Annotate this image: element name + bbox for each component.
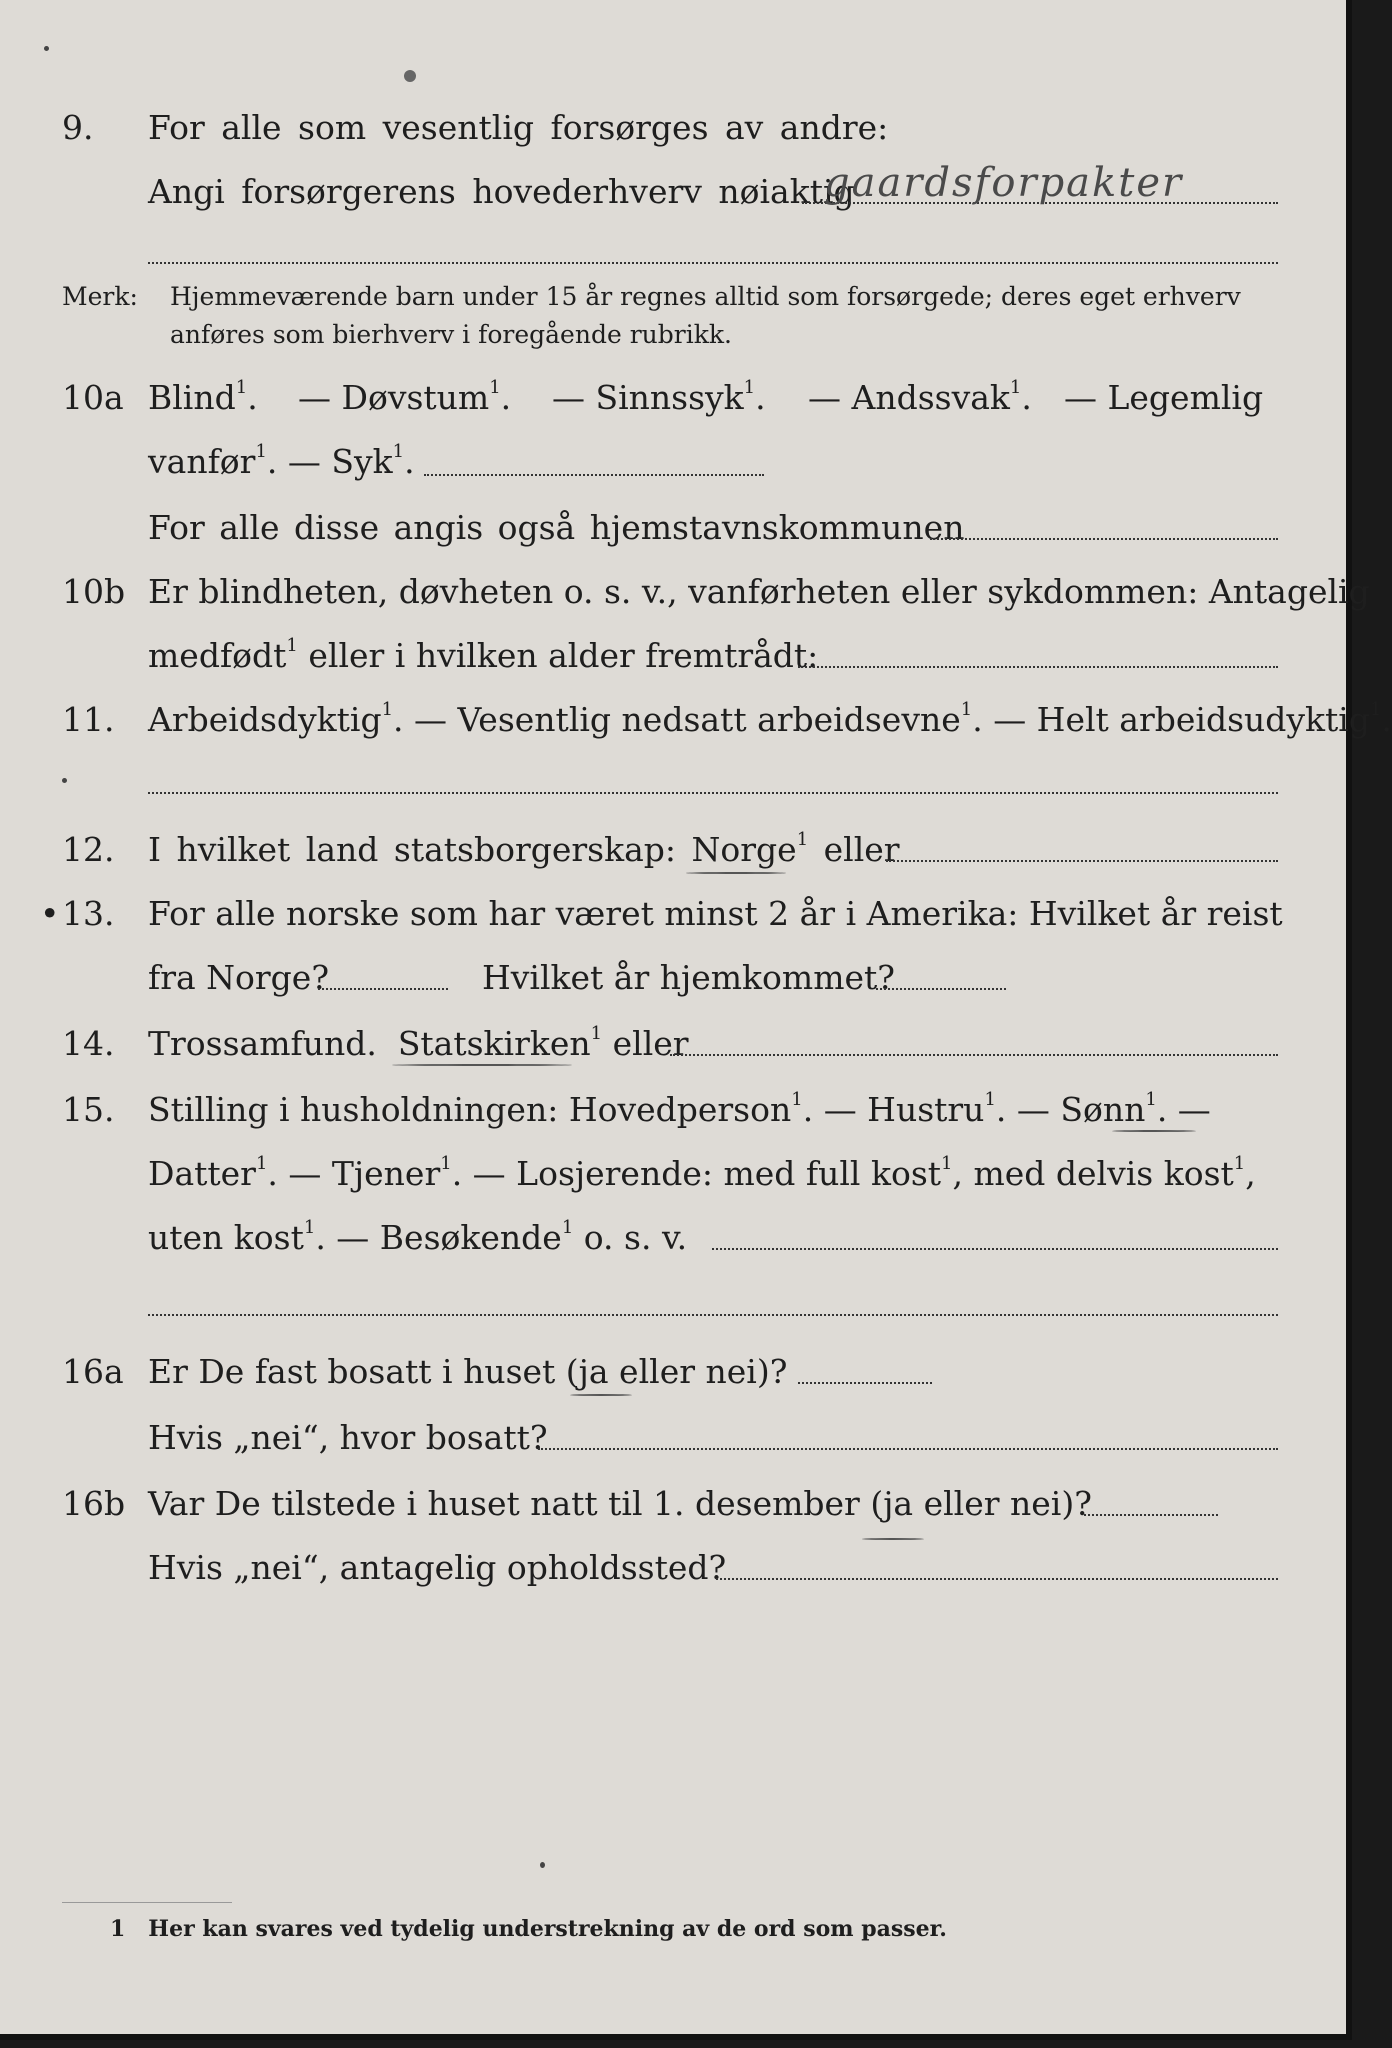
q9-extra-line — [148, 262, 1278, 264]
q11-number: 11. — [62, 700, 115, 739]
q9-handwritten-answer: gaardsforpakter — [824, 160, 1184, 206]
footnote-rule — [62, 1902, 232, 1903]
q16b-answer-line — [1084, 1514, 1218, 1516]
q12-text: I hvilket land statsborgerskap: Norge$^1$ eller — [148, 829, 900, 869]
q15-answer-line — [712, 1248, 1278, 1250]
q10b-number: 10b — [62, 572, 126, 611]
q11-answer-line — [148, 792, 1278, 794]
q10a-legemlig: — Legemlig — [1064, 378, 1264, 417]
q16b-line1: Var De tilstede i huset natt til 1. desember (ja eller nei)? — [148, 1484, 1092, 1523]
q10a-andssvak: — Andssvak$^1$. — [808, 377, 1032, 417]
q15-line2: Datter$^1$. — Tjener$^1$. — Losjerende: med full kost$^1$, med delvis kost$^1$, — [148, 1153, 1256, 1193]
q10b-line1: Er blindheten, døvheten o. s. v., vanførheten eller sykdommen: Antagelig — [148, 572, 1370, 611]
q16a-bosatt-line — [538, 1448, 1278, 1450]
merk-line1: Hjemmeværende barn under 15 år regnes alltid som forsørgede; deres eget erhverv — [170, 282, 1241, 311]
q15-sonn-underline — [1112, 1130, 1196, 1132]
q10b-answer-line — [798, 666, 1278, 668]
q13-hjemkommet: Hvilket år hjemkommet? — [482, 958, 895, 997]
paper-speck — [44, 46, 49, 51]
q15-number: 15. — [62, 1090, 115, 1129]
q16b-opholdssted-line — [716, 1578, 1278, 1580]
q11-text: Arbeidsdyktig$^1$. — Vesentlig nedsatt arbeidsevne$^1$. — Helt arbeidsudyktig$^1$. — [148, 699, 1392, 739]
q16b-number: 16b — [62, 1484, 126, 1523]
q15-line1: Stilling i husholdningen: Hovedperson$^1$. — Hustru$^1$. — Sønn$^1$. — — [148, 1089, 1211, 1129]
q10a-line3: For alle disse angis også hjemstavnskommunen — [148, 508, 965, 547]
merk-label: Merk: — [62, 282, 138, 311]
q9-line2: Angi forsørgerens hovederhverv nøiaktig — [148, 172, 855, 211]
q15-line3: uten kost$^1$. — Besøkende$^1$ o. s. v. — [148, 1217, 688, 1257]
q16a-line1: Er De fast bosatt i huset (ja eller nei)? — [148, 1352, 788, 1391]
q16a-number: 16a — [62, 1352, 124, 1391]
merk-line2: anføres som bierhverv i foregående rubrikk. — [170, 320, 732, 349]
q10a-vanfor-syk: vanfør$^1$. — Syk$^1$. — [148, 441, 415, 481]
q16a-ja-underline — [570, 1394, 632, 1396]
q14-number: 14. — [62, 1024, 115, 1063]
q13-hjemkommet-line — [876, 988, 1006, 990]
paper-speck — [540, 1862, 545, 1868]
q10a-dovstum: — Døvstum$^1$. — [298, 377, 512, 417]
q10a-syk-line — [424, 474, 764, 476]
q13-reist-line — [318, 988, 448, 990]
q12-answer-line — [886, 860, 1278, 862]
q14-answer-line — [670, 1054, 1278, 1056]
q13-number: • 13. — [40, 894, 115, 933]
q14-text: Trossamfund. Statskirken$^1$ eller — [148, 1023, 689, 1063]
footnote: 1 Her kan svares ved tydelig understrekning av de ord som passer. — [110, 1916, 947, 1942]
q14-statskirken-underline — [392, 1064, 572, 1066]
q9-number: 9. — [62, 108, 94, 147]
q12-norge-underline — [686, 872, 786, 874]
q9-line1: For alle som vesentlig forsørges av andre: — [148, 108, 889, 147]
q15-extra-line — [148, 1314, 1278, 1316]
q13-fra-norge: fra Norge? — [148, 958, 330, 997]
q10a-number: 10a — [62, 378, 124, 417]
q16a-answer-line — [798, 1382, 932, 1384]
q10a-blind: Blind$^1$. — [148, 377, 258, 417]
q16b-ja-underline — [862, 1538, 924, 1540]
paper-speck — [62, 778, 67, 783]
q16a-line2: Hvis „nei“, hvor bosatt? — [148, 1418, 548, 1457]
q10b-line2: medfødt$^1$ eller i hvilken alder fremtrådt: — [148, 635, 819, 675]
q10a-kommune-line — [930, 538, 1278, 540]
q13-line1: For alle norske som har været minst 2 år i Amerika: Hvilket år reist — [148, 894, 1283, 933]
q16b-line2: Hvis „nei“, antagelig opholdssted? — [148, 1548, 727, 1587]
paper-speck — [404, 70, 416, 82]
q12-number: 12. — [62, 830, 115, 869]
q10a-sinnssyk: — Sinnssyk$^1$. — [552, 377, 766, 417]
